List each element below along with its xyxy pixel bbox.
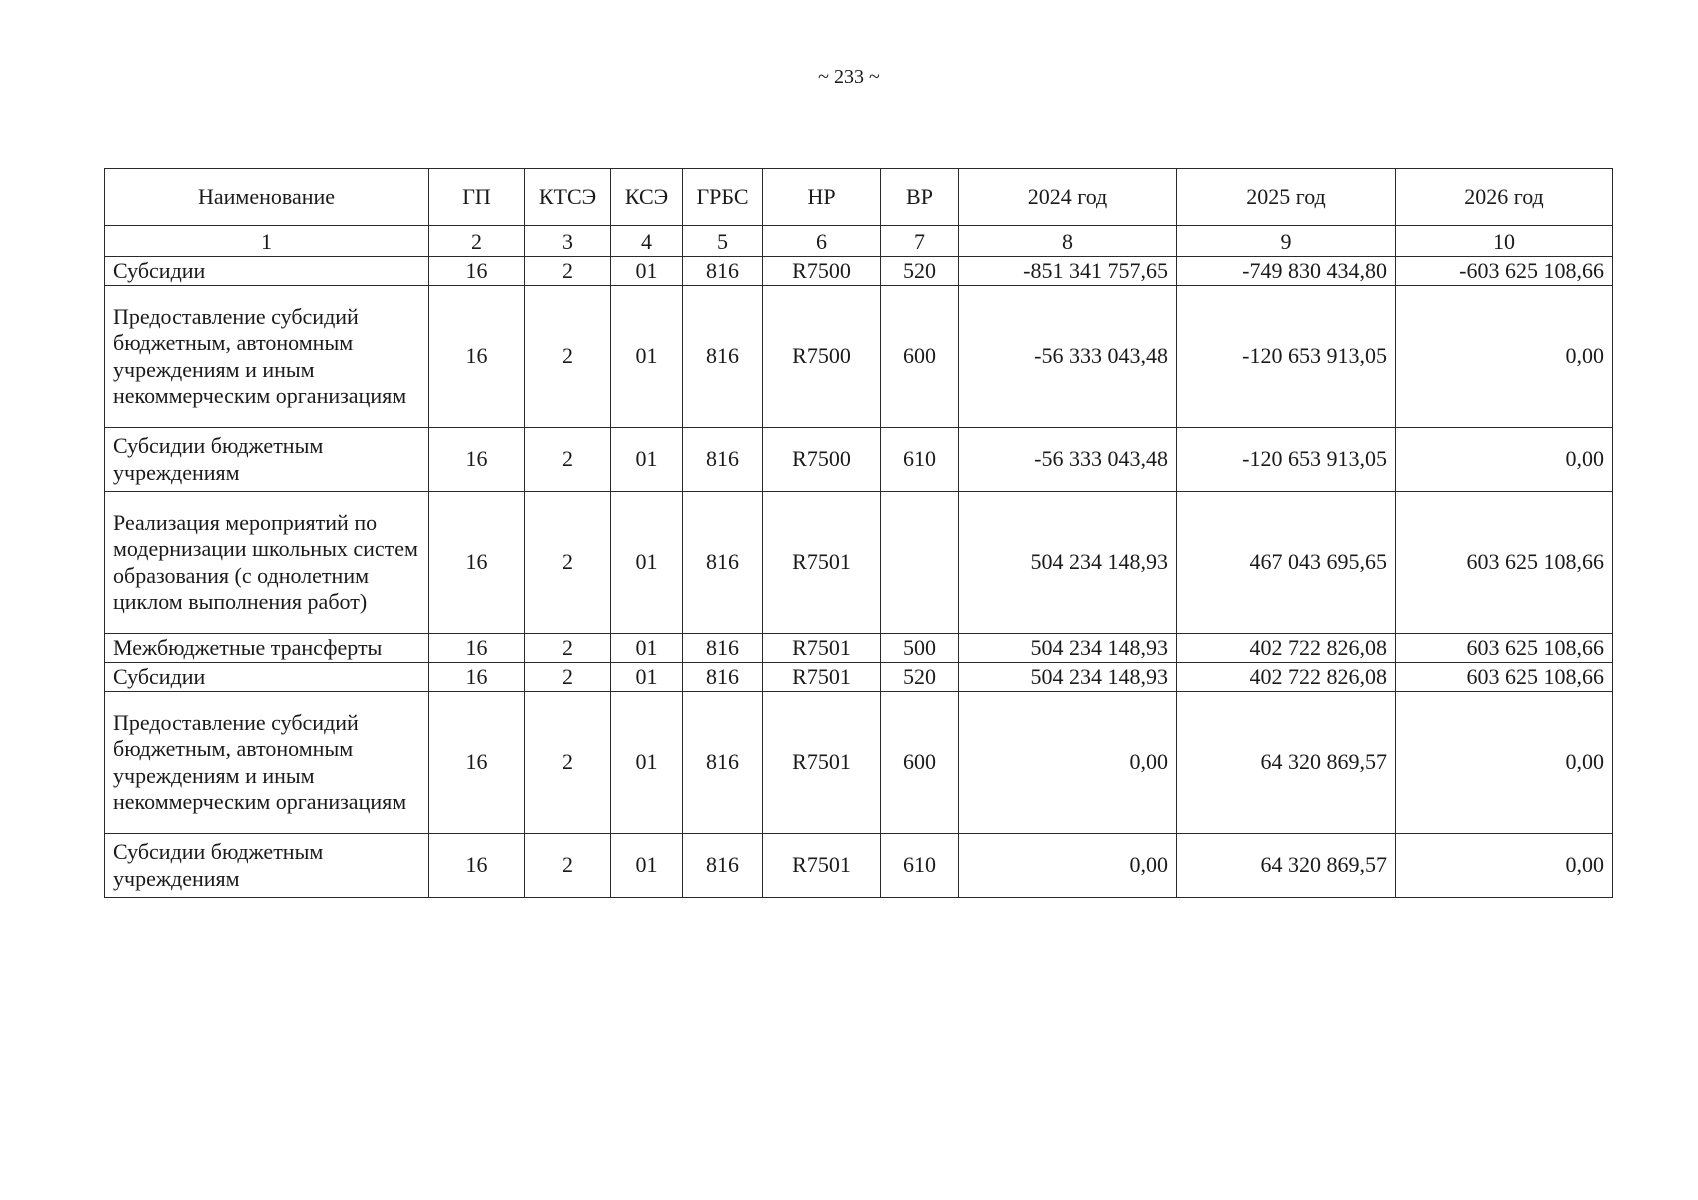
row-vr: 500 xyxy=(881,634,959,663)
row-2024: -851 341 757,65 xyxy=(959,257,1177,286)
row-2026: 603 625 108,66 xyxy=(1396,663,1613,692)
row-name: Предоставление субсидий бюджетным, автономным учреждениям и иным некоммерческим организациям xyxy=(105,286,429,428)
column-number: 10 xyxy=(1396,226,1613,257)
row-vr: 600 xyxy=(881,286,959,428)
row-nr: R7500 xyxy=(763,257,881,286)
budget-table xyxy=(104,168,1613,898)
row-kse: 01 xyxy=(611,692,683,834)
row-2024: 504 234 148,93 xyxy=(959,634,1177,663)
row-gp: 16 xyxy=(429,692,525,834)
table-row xyxy=(105,834,1613,898)
header-row xyxy=(105,169,1613,226)
row-vr xyxy=(881,492,959,634)
header-name: Наименование xyxy=(105,169,429,226)
column-number: 1 xyxy=(105,226,429,257)
row-kse: 01 xyxy=(611,663,683,692)
row-2025: 402 722 826,08 xyxy=(1177,663,1396,692)
row-2026: 603 625 108,66 xyxy=(1396,634,1613,663)
row-gp: 16 xyxy=(429,492,525,634)
row-ktse: 2 xyxy=(525,428,611,492)
row-kse: 01 xyxy=(611,492,683,634)
row-kse: 01 xyxy=(611,428,683,492)
table-row xyxy=(105,428,1613,492)
row-grbs: 816 xyxy=(683,492,763,634)
header-nr: НР xyxy=(763,169,881,226)
row-grbs: 816 xyxy=(683,257,763,286)
row-ktse: 2 xyxy=(525,634,611,663)
column-number: 3 xyxy=(525,226,611,257)
row-nr: R7501 xyxy=(763,692,881,834)
row-2025: 64 320 869,57 xyxy=(1177,692,1396,834)
row-ktse: 2 xyxy=(525,692,611,834)
row-nr: R7501 xyxy=(763,663,881,692)
header-2024: 2024 год xyxy=(959,169,1177,226)
header-gp: ГП xyxy=(429,169,525,226)
row-2024: -56 333 043,48 xyxy=(959,286,1177,428)
row-2026: 603 625 108,66 xyxy=(1396,492,1613,634)
row-2026: 0,00 xyxy=(1396,834,1613,898)
row-nr: R7500 xyxy=(763,428,881,492)
row-name: Субсидии бюджетным учреждениям xyxy=(105,428,429,492)
row-gp: 16 xyxy=(429,834,525,898)
row-kse: 01 xyxy=(611,257,683,286)
row-2024: -56 333 043,48 xyxy=(959,428,1177,492)
row-kse: 01 xyxy=(611,834,683,898)
row-2025: 467 043 695,65 xyxy=(1177,492,1396,634)
row-nr: R7501 xyxy=(763,834,881,898)
row-2025: -749 830 434,80 xyxy=(1177,257,1396,286)
row-gp: 16 xyxy=(429,286,525,428)
header-grbs: ГРБС xyxy=(683,169,763,226)
row-nr: R7501 xyxy=(763,634,881,663)
row-name: Субсидии xyxy=(105,663,429,692)
row-nr: R7500 xyxy=(763,286,881,428)
row-vr: 610 xyxy=(881,834,959,898)
row-2026: -603 625 108,66 xyxy=(1396,257,1613,286)
row-ktse: 2 xyxy=(525,286,611,428)
row-2026: 0,00 xyxy=(1396,286,1613,428)
column-number: 7 xyxy=(881,226,959,257)
row-vr: 520 xyxy=(881,663,959,692)
row-grbs: 816 xyxy=(683,286,763,428)
column-number: 6 xyxy=(763,226,881,257)
table-row xyxy=(105,492,1613,634)
row-vr: 520 xyxy=(881,257,959,286)
header-kse: КСЭ xyxy=(611,169,683,226)
column-number: 2 xyxy=(429,226,525,257)
row-2024: 0,00 xyxy=(959,692,1177,834)
row-2025: 64 320 869,57 xyxy=(1177,834,1396,898)
row-2025: 402 722 826,08 xyxy=(1177,634,1396,663)
column-number-row xyxy=(105,226,1613,257)
column-number: 4 xyxy=(611,226,683,257)
row-gp: 16 xyxy=(429,428,525,492)
table-row xyxy=(105,634,1613,663)
row-2026: 0,00 xyxy=(1396,428,1613,492)
row-2025: -120 653 913,05 xyxy=(1177,428,1396,492)
row-2026: 0,00 xyxy=(1396,692,1613,834)
row-vr: 610 xyxy=(881,428,959,492)
row-2024: 504 234 148,93 xyxy=(959,492,1177,634)
row-name: Межбюджетные трансферты xyxy=(105,634,429,663)
row-name: Предоставление субсидий бюджетным, автономным учреждениям и иным некоммерческим организациям xyxy=(105,692,429,834)
row-2025: -120 653 913,05 xyxy=(1177,286,1396,428)
column-number: 5 xyxy=(683,226,763,257)
table-row xyxy=(105,286,1613,428)
column-number: 8 xyxy=(959,226,1177,257)
row-grbs: 816 xyxy=(683,663,763,692)
row-kse: 01 xyxy=(611,634,683,663)
row-grbs: 816 xyxy=(683,634,763,663)
table-row xyxy=(105,692,1613,834)
row-name: Субсидии бюджетным учреждениям xyxy=(105,834,429,898)
row-gp: 16 xyxy=(429,257,525,286)
row-2024: 504 234 148,93 xyxy=(959,663,1177,692)
row-name: Субсидии xyxy=(105,257,429,286)
header-2026: 2026 год xyxy=(1396,169,1613,226)
row-ktse: 2 xyxy=(525,257,611,286)
row-gp: 16 xyxy=(429,663,525,692)
header-2025: 2025 год xyxy=(1177,169,1396,226)
header-vr: ВР xyxy=(881,169,959,226)
row-ktse: 2 xyxy=(525,663,611,692)
row-vr: 600 xyxy=(881,692,959,834)
table-row xyxy=(105,663,1613,692)
row-ktse: 2 xyxy=(525,834,611,898)
row-grbs: 816 xyxy=(683,692,763,834)
page-number: ~ 233 ~ xyxy=(818,66,880,88)
row-grbs: 816 xyxy=(683,834,763,898)
row-kse: 01 xyxy=(611,286,683,428)
row-ktse: 2 xyxy=(525,492,611,634)
header-ktse: КТСЭ xyxy=(525,169,611,226)
table-row xyxy=(105,257,1613,286)
column-number: 9 xyxy=(1177,226,1396,257)
row-gp: 16 xyxy=(429,634,525,663)
row-nr: R7501 xyxy=(763,492,881,634)
row-grbs: 816 xyxy=(683,428,763,492)
row-name: Реализация мероприятий по модернизации школьных систем образования (с однолетним циклом выполнения работ) xyxy=(105,492,429,634)
row-2024: 0,00 xyxy=(959,834,1177,898)
